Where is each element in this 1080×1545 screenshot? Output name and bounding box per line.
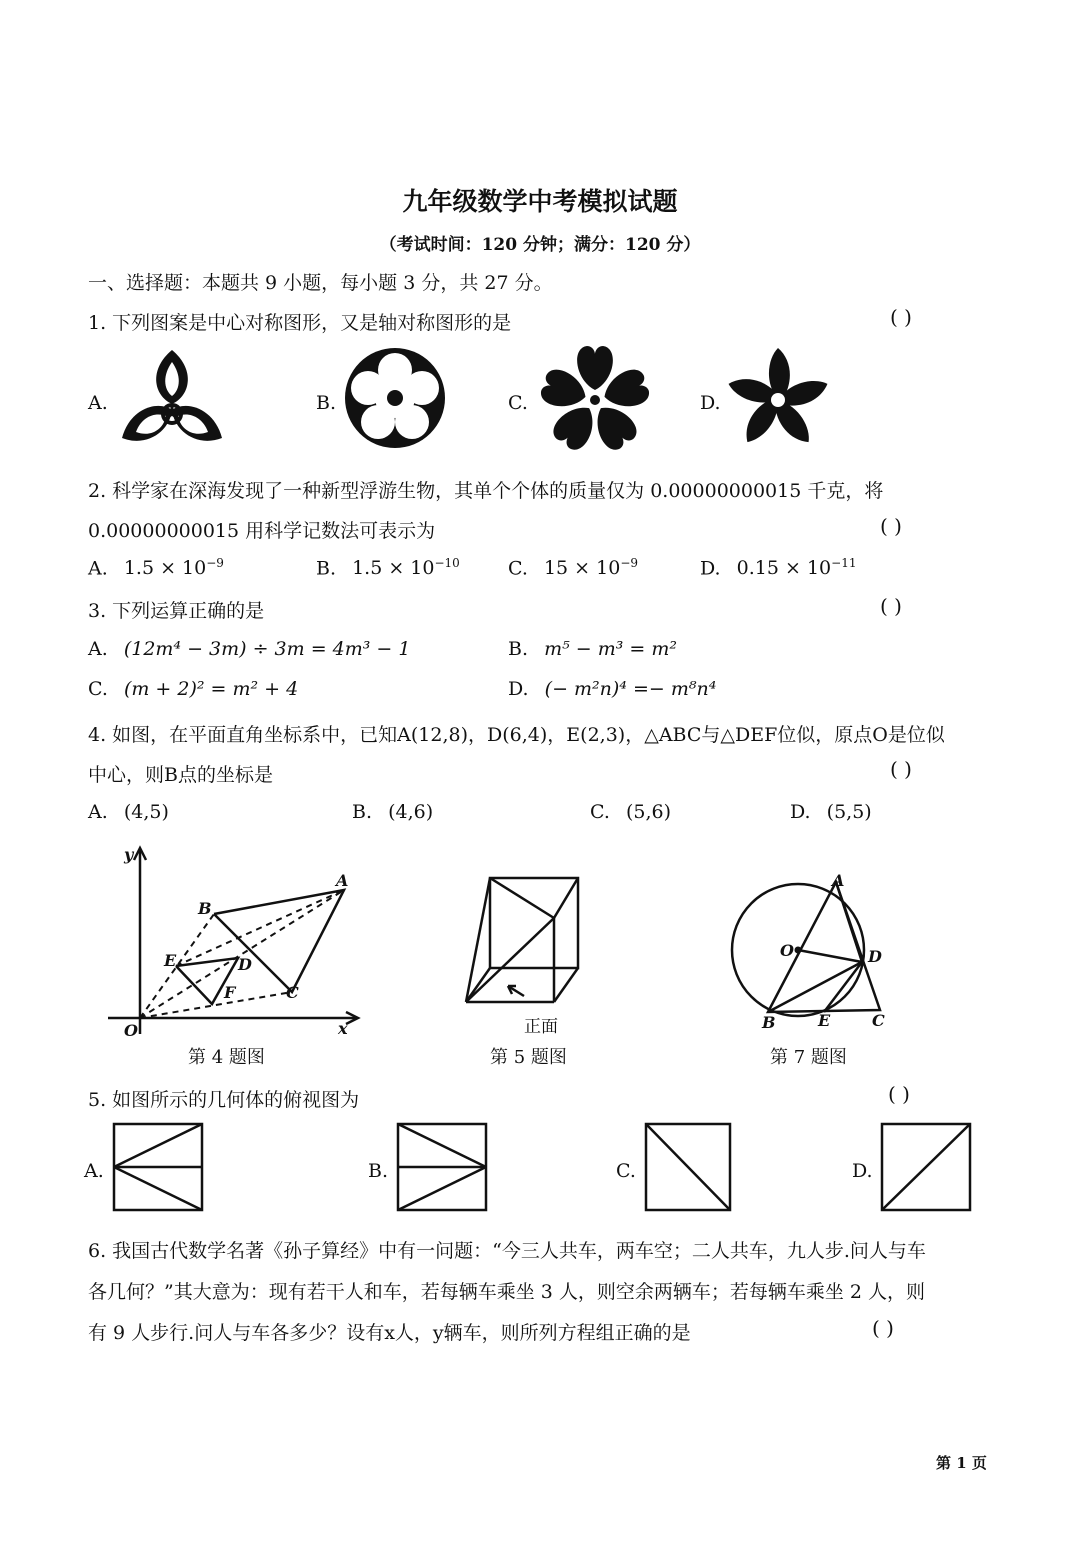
- question-6-line-2: 各几何？”其大意为：现有若干人和车，若每辆车乘坐 3 人，则空余两辆车；若每辆车乘坐 2 人，则: [88, 1281, 926, 1303]
- option-label: A.: [88, 638, 108, 660]
- answer-blank-3[interactable]: ( ): [880, 594, 902, 618]
- q2-option-c[interactable]: [508, 556, 638, 579]
- fig7-point-e-label: E: [818, 1011, 831, 1030]
- fig4-origin-label: O: [124, 1021, 138, 1040]
- option-label: B.: [352, 801, 373, 823]
- option-value: (5,6): [625, 801, 671, 823]
- option-label: B.: [316, 557, 337, 580]
- q5-figure-b-top-view: [396, 1122, 488, 1212]
- fig4-point-c-label: C: [286, 983, 299, 1002]
- answer-blank-5[interactable]: ( ): [888, 1082, 910, 1106]
- option-label: C.: [508, 557, 528, 580]
- page-title: 九年级数学中考模拟试题: [402, 187, 678, 216]
- q4-option-d[interactable]: [790, 801, 872, 823]
- option-label: B.: [508, 638, 529, 660]
- q5-option-d-label: D.: [852, 1160, 873, 1182]
- figure-7-circle-diagram: [728, 866, 908, 1036]
- figure-4-caption: 第 4 题图: [188, 1047, 265, 1068]
- q1-option-d-label: D.: [700, 392, 721, 414]
- fig7-point-b-label: B: [762, 1013, 776, 1032]
- figure-7-caption: 第 7 题图: [770, 1047, 847, 1068]
- q5-figure-a-top-view: [112, 1122, 204, 1212]
- section-heading: 一、选择题：本题共 9 小题，每小题 3 分，共 27 分。: [88, 272, 553, 294]
- fig4-x-axis-label: x: [338, 1019, 348, 1038]
- q4-option-a[interactable]: [88, 801, 169, 823]
- question-6-line-3: 有 9 人步行.问人与车各多少？设有x人，y辆车，则所列方程组正确的是: [88, 1322, 691, 1344]
- option-value: 1.5 × 10: [123, 557, 207, 580]
- q5-option-b-label: B.: [368, 1160, 389, 1182]
- q3-option-c[interactable]: [88, 678, 298, 700]
- q3-option-a[interactable]: [88, 638, 410, 660]
- fig4-point-b-label: B: [198, 899, 212, 918]
- fig4-point-f-label: F: [224, 983, 236, 1002]
- fig4-y-axis-label: y: [124, 845, 134, 864]
- option-exponent: −9: [620, 556, 639, 570]
- option-label: D.: [508, 678, 529, 700]
- figure-5-prism: [460, 870, 590, 1040]
- q5-option-c-label: C.: [616, 1160, 636, 1182]
- question-4-line-2: 中心，则B点的坐标是: [88, 764, 273, 786]
- exam-info: （考试时间：120 分钟；满分：120 分）: [379, 235, 701, 255]
- question-2-line-2: 0.00000000015 用科学记数法可表示为: [88, 520, 436, 542]
- q1-figure-a-trefoil: [118, 348, 226, 452]
- q1-option-b-label: B.: [316, 392, 337, 414]
- figure-5-caption: 第 5 题图: [490, 1047, 567, 1068]
- q5-figure-c-top-view: [644, 1122, 732, 1212]
- q2-option-d[interactable]: [700, 556, 856, 579]
- answer-blank-1[interactable]: ( ): [890, 305, 912, 329]
- q3-option-d[interactable]: [508, 678, 716, 700]
- option-value: 0.15 × 10: [736, 557, 832, 580]
- option-value: 1.5 × 10: [352, 557, 435, 580]
- fig7-point-d-label: D: [868, 947, 882, 966]
- q3-option-b[interactable]: [508, 638, 677, 660]
- option-value: (4,6): [388, 801, 434, 823]
- option-label: C.: [590, 801, 610, 823]
- figure-4-coordinate-diagram: [100, 840, 370, 1040]
- option-value: 15 × 10: [543, 557, 621, 580]
- q5-figure-d-top-view: [880, 1122, 972, 1212]
- option-expression: (12m⁴ − 3m) ÷ 3m = 4m³ − 1: [123, 638, 411, 660]
- option-exponent: −11: [831, 556, 857, 570]
- question-1-stem: 1. 下列图案是中心对称图形，又是轴对称图形的是: [88, 312, 512, 334]
- fig4-point-e-label: E: [164, 951, 177, 970]
- option-label: D.: [700, 557, 721, 580]
- option-exponent: −9: [206, 556, 224, 570]
- question-3-stem: 3. 下列运算正确的是: [88, 600, 265, 622]
- question-2-line-1: 2. 科学家在深海发现了一种新型浮游生物，其单个个体的质量仅为 0.00000000015 千克，将: [88, 480, 884, 502]
- option-value: (4,5): [123, 801, 169, 823]
- q5-option-a-label: A.: [84, 1160, 104, 1182]
- fig7-point-a-label: A: [832, 871, 845, 890]
- q1-figure-b-flower: [344, 346, 446, 450]
- answer-blank-4[interactable]: ( ): [890, 757, 912, 781]
- page-number: 第 1 页: [936, 1454, 987, 1472]
- q1-option-c-label: C.: [508, 392, 528, 414]
- option-expression: m⁵ − m³ = m²: [544, 638, 677, 660]
- option-label: C.: [88, 678, 108, 700]
- question-5-stem: 5. 如图所示的几何体的俯视图为: [88, 1089, 360, 1111]
- option-label: D.: [790, 801, 811, 823]
- option-label: A.: [88, 557, 108, 580]
- fig5-front-label: 正面: [524, 1017, 558, 1037]
- option-label: A.: [88, 801, 108, 823]
- q1-figure-c-heart-petals: [538, 344, 652, 452]
- option-expression: (m + 2)² = m² + 4: [123, 678, 299, 700]
- option-exponent: −10: [434, 556, 460, 570]
- fig7-point-c-label: C: [872, 1011, 885, 1030]
- q1-figure-d-pinwheel: [730, 346, 826, 452]
- q4-option-c[interactable]: [590, 801, 671, 823]
- question-4-line-1: 4. 如图，在平面直角坐标系中，已知A(12,8)，D(6,4)，E(2,3)，△ABC与△DEF位似，原点O是位似: [88, 724, 945, 746]
- fig7-point-o-label: O: [780, 941, 794, 960]
- q2-option-b[interactable]: [316, 556, 460, 579]
- q2-option-a[interactable]: [88, 556, 224, 579]
- question-6-line-1: 6. 我国古代数学名著《孙子算经》中有一问题：“今三人共车，两车空；二人共车，九人步.问人与车: [88, 1240, 926, 1262]
- q1-option-a-label: A.: [88, 392, 108, 414]
- q4-option-b[interactable]: [352, 801, 433, 823]
- answer-blank-6[interactable]: ( ): [872, 1316, 894, 1340]
- fig4-point-a-label: A: [336, 871, 349, 890]
- answer-blank-2[interactable]: ( ): [880, 514, 902, 538]
- fig4-point-d-label: D: [238, 955, 252, 974]
- option-value: (5,5): [826, 801, 872, 823]
- option-expression: (− m²n)⁴ =− m⁸n⁴: [544, 678, 717, 700]
